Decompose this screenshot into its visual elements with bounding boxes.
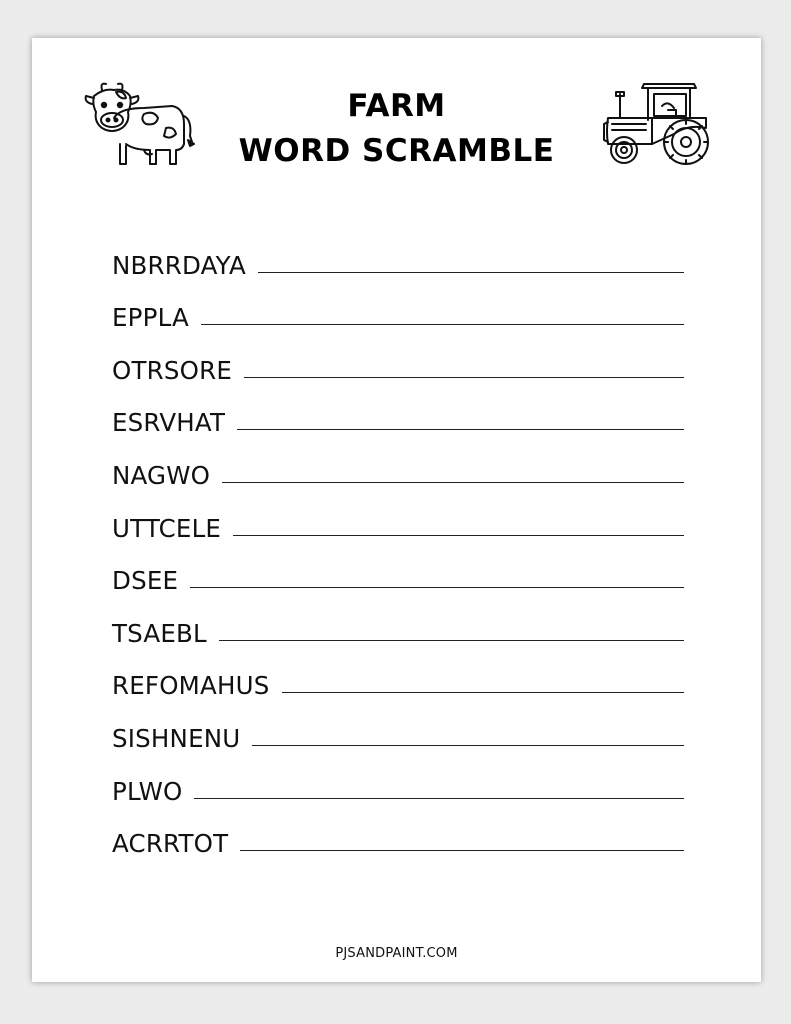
answer-line[interactable] xyxy=(258,272,684,273)
scrambled-word: UTTCELE xyxy=(112,513,222,543)
scrambled-word: EPPLA xyxy=(112,303,190,333)
scrambled-word: SISHNENU xyxy=(112,723,241,753)
scrambled-word: PLWO xyxy=(112,776,183,806)
worksheet-page xyxy=(32,38,761,982)
scrambled-word: NAGWO xyxy=(112,460,211,490)
title-line-2: WORD SCRAMBLE xyxy=(238,133,555,169)
word-row xyxy=(112,333,684,386)
answer-line[interactable] xyxy=(233,535,684,536)
word-row xyxy=(112,386,684,439)
scrambled-word: NBRRDAYA xyxy=(112,250,246,280)
scrambled-word: DSEE xyxy=(112,566,179,596)
word-row xyxy=(112,228,684,281)
answer-line[interactable] xyxy=(201,324,684,325)
scrambled-word: OTRSORE xyxy=(112,355,233,385)
site-footer: PJSANDPAINT.COM xyxy=(335,946,458,961)
answer-line[interactable] xyxy=(237,429,684,430)
answer-line[interactable] xyxy=(194,798,684,799)
title-line-1: FARM xyxy=(347,88,446,124)
answer-line[interactable] xyxy=(244,377,684,378)
answer-line[interactable] xyxy=(190,587,684,588)
word-list xyxy=(112,228,684,859)
tractor-icon xyxy=(602,78,712,168)
word-row xyxy=(112,544,684,597)
word-row xyxy=(112,701,684,754)
word-row xyxy=(112,491,684,544)
scrambled-word: ACRRTOT xyxy=(112,829,229,859)
word-row xyxy=(112,438,684,491)
answer-line[interactable] xyxy=(222,482,684,483)
answer-line[interactable] xyxy=(252,745,684,746)
word-row xyxy=(112,596,684,649)
answer-line[interactable] xyxy=(219,640,684,641)
word-row xyxy=(112,281,684,334)
word-row xyxy=(112,649,684,702)
word-row xyxy=(112,754,684,807)
answer-line[interactable] xyxy=(240,850,684,851)
scrambled-word: TSAEBL xyxy=(112,618,207,648)
scrambled-word: REFOMAHUS xyxy=(112,671,270,701)
scrambled-word: ESRVHAT xyxy=(112,408,226,438)
answer-line[interactable] xyxy=(282,692,685,693)
word-row xyxy=(112,807,684,860)
